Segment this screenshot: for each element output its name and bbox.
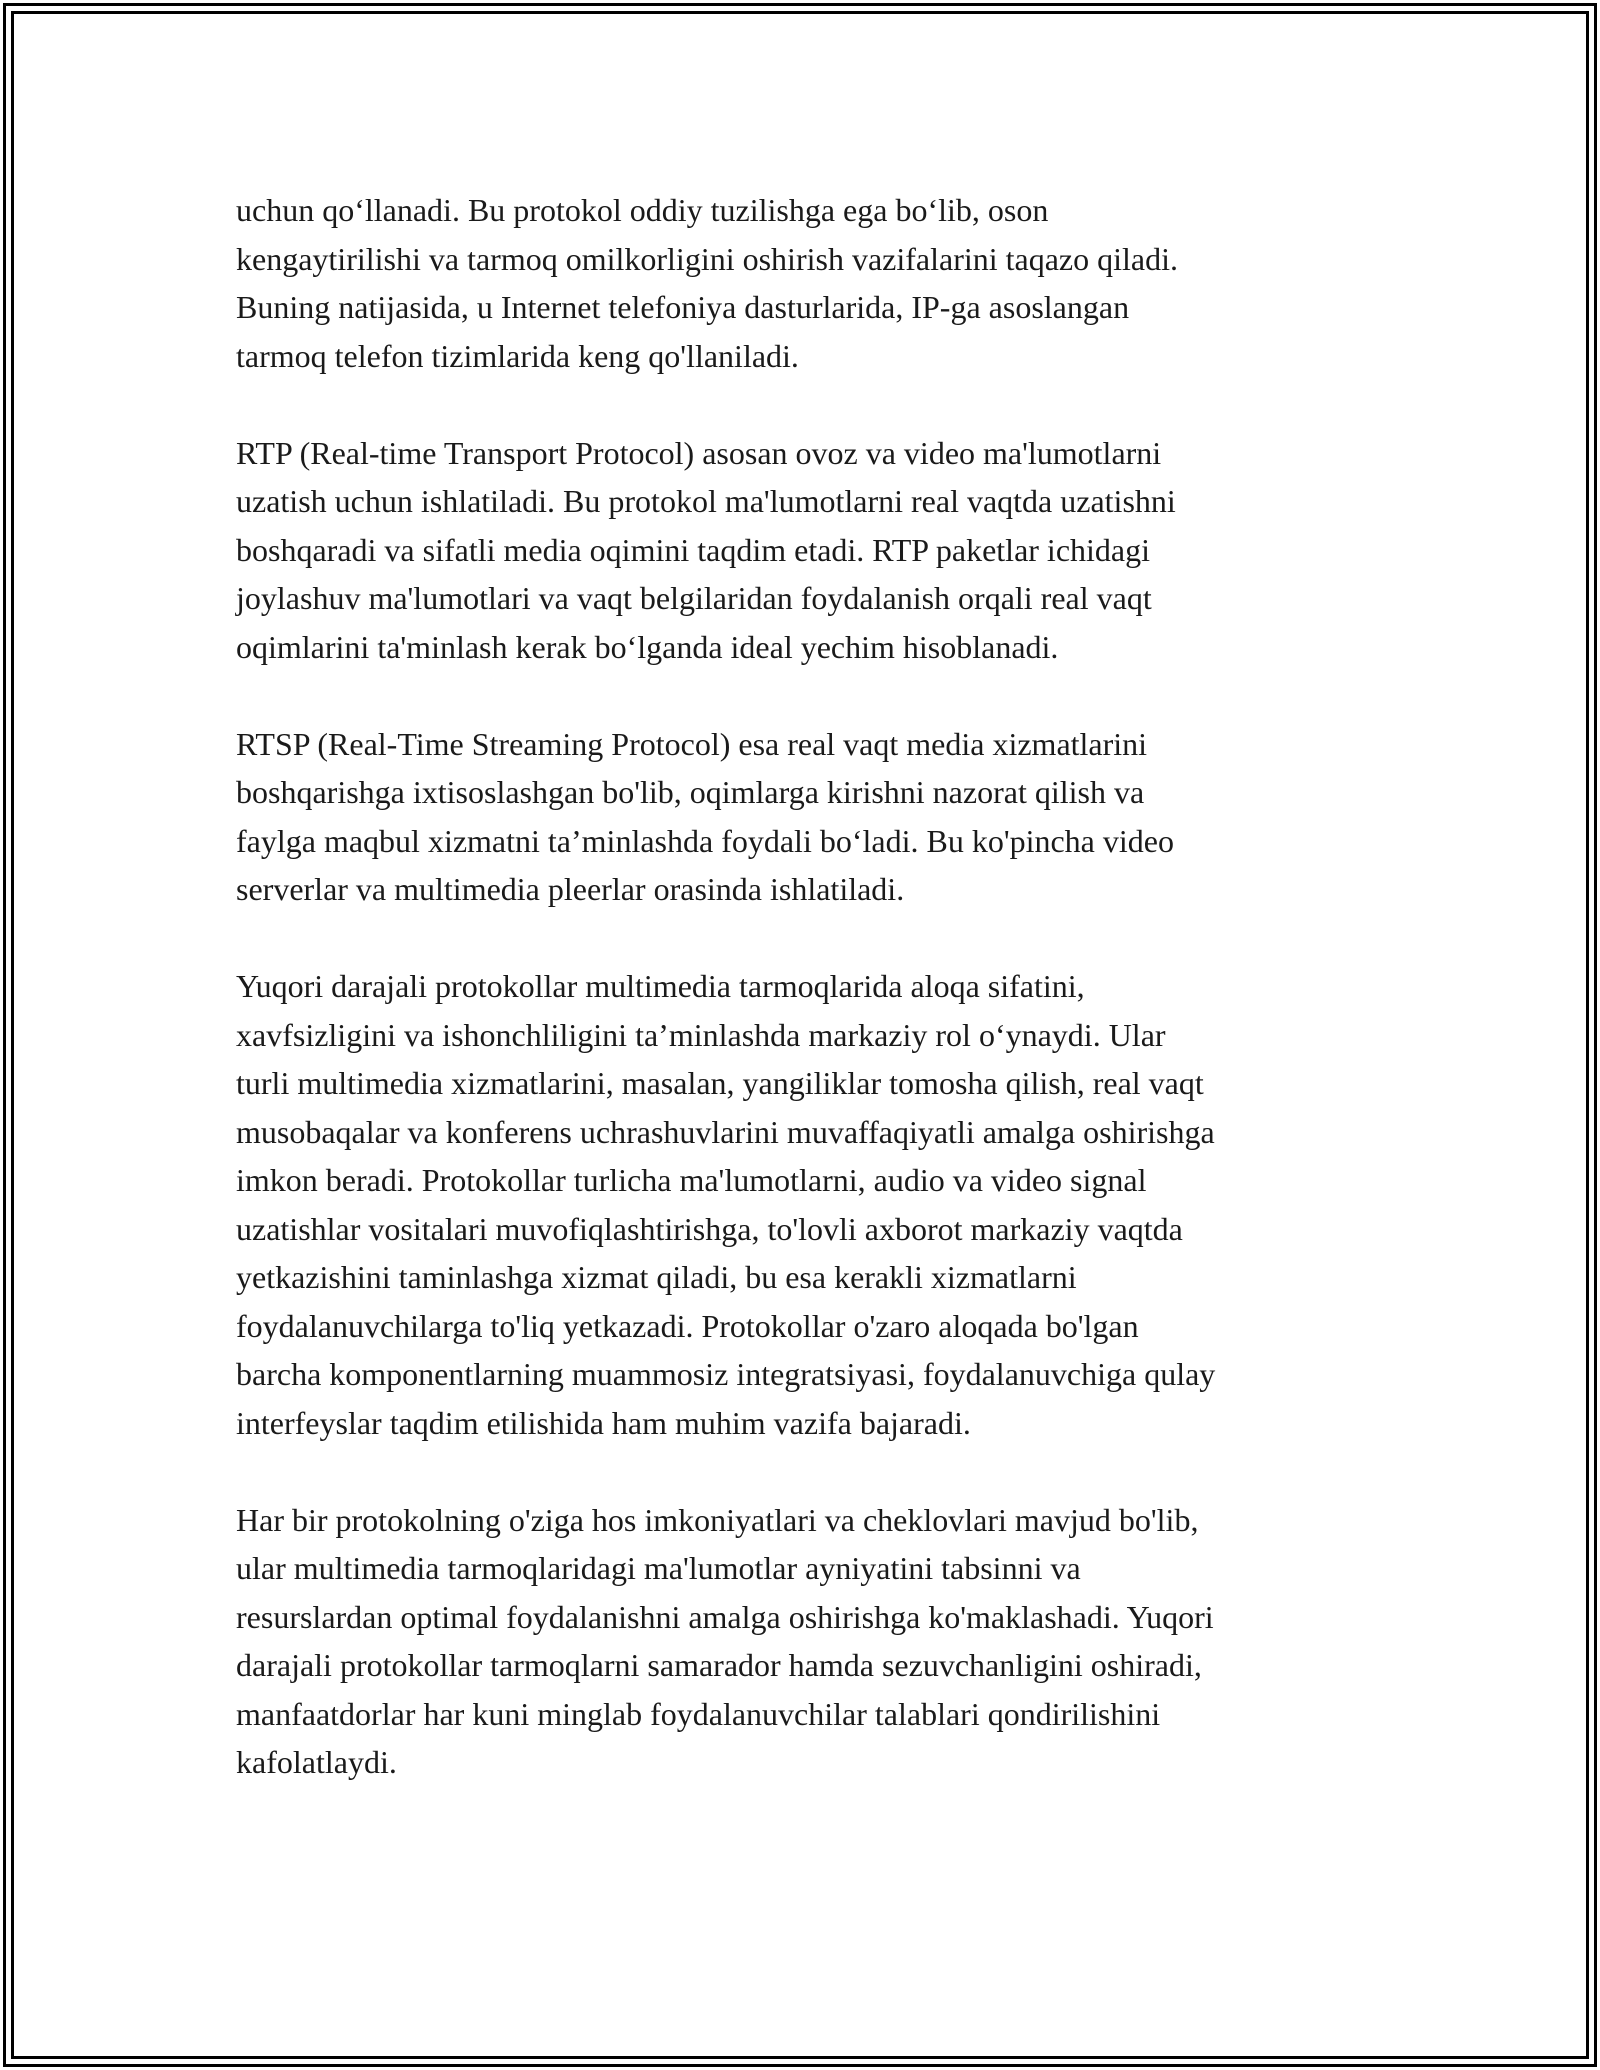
- text-line: resurslardan optimal foydalanishni amalga oshirishga ko'maklashadi. Yuqori: [236, 1598, 1214, 1635]
- text-line: imkon beradi. Protokollar turlicha ma'lumotlarni, audio va video signal: [236, 1162, 1147, 1198]
- paragraph-sip-usage: [236, 186, 1366, 380]
- text-line: serverlar va multimedia pleerlar orasinda ishlatiladi.: [236, 871, 905, 907]
- paragraph-protocol-features: [236, 1496, 1366, 1787]
- text-line: faylga maqbul xizmatni ta’minlashda foydali bo‘ladi. Bu ko'pincha video: [236, 822, 1174, 859]
- text-line: yetkazishini taminlashga xizmat qiladi, bu esa kerakli xizmatlarni: [236, 1259, 1077, 1295]
- text-line: ular multimedia tarmoqlaridagi ma'lumotlar ayniyatini tabsinni va: [236, 1550, 1081, 1586]
- text-line: xavfsizligini va ishonchliligini ta’minlashda markaziy rol o‘ynaydi. Ular: [236, 1016, 1166, 1053]
- text-line: uchun qo‘llanadi. Bu protokol oddiy tuzilishga ega bo‘lib, oson: [236, 192, 1049, 228]
- text-line: uzatishlar vositalari muvofiqlashtirishga, to'lovli axborot markaziy vaqtda: [236, 1210, 1183, 1247]
- text-line: RTP (Real-time Transport Protocol) asosan ovoz va video ma'lumotlarni: [236, 434, 1162, 471]
- text-line: Har bir protokolning o'ziga hos imkoniyatlari va cheklovlari mavjud bo'lib,: [236, 1501, 1199, 1538]
- text-line: manfaatdorlar har kuni minglab foydalanuvchilar talablari qondirilishini: [236, 1695, 1161, 1732]
- paragraph-rtsp: [236, 720, 1366, 914]
- text-line: oqimlarini ta'minlash kerak bo‘lganda ideal yechim hisoblanadi.: [236, 628, 1059, 665]
- text-line: Yuqori darajali protokollar multimedia tarmoqlarida aloqa sifatini,: [236, 968, 1085, 1004]
- text-line: joylashuv ma'lumotlari va vaqt belgilaridan foydalanish orqali real vaqt: [236, 580, 1152, 616]
- text-line: boshqaradi va sifatli media oqimini taqdim etadi. RTP paketlar ichidagi: [236, 531, 1150, 568]
- text-line: RTSP (Real-Time Streaming Protocol) esa real vaqt media xizmatlarini: [236, 725, 1148, 762]
- text-line: boshqarishga ixtisoslashgan bo'lib, oqimlarga kirishni nazorat qilish va: [236, 774, 1145, 810]
- text-line: Buning natijasida, u Internet telefoniya dasturlarida, IP-ga asoslangan: [236, 289, 1130, 325]
- text-line: uzatish uchun ishlatiladi. Bu protokol ma'lumotlarni real vaqtda uzatishni: [236, 483, 1176, 519]
- text-line: turli multimedia xizmatlarini, masalan, yangiliklar tomosha qilish, real vaqt: [236, 1065, 1204, 1101]
- text-line: kengaytirilishi va tarmoq omilkorligini oshirish vazifalarini taqazo qiladi.: [236, 240, 1178, 277]
- paragraph-rtp: [236, 429, 1366, 672]
- text-line: kafolatlaydi.: [236, 1744, 397, 1780]
- text-line: darajali protokollar tarmoqlarni samarador hamda sezuvchanligini oshiradi,: [236, 1647, 1202, 1683]
- text-line: barcha komponentlarning muammosiz integratsiyasi, foydalanuvchiga qulay: [236, 1356, 1216, 1392]
- text-line: interfeyslar taqdim etilishida ham muhim vazifa bajaradi.: [236, 1404, 971, 1441]
- text-line: tarmoq telefon tizimlarida keng qo'llaniladi.: [236, 337, 799, 374]
- document-body: [236, 186, 1366, 1835]
- text-line: musobaqalar va konferens uchrashuvlarini muvaffaqiyatli amalga oshirishga: [236, 1113, 1215, 1150]
- paragraph-high-level-protocols: [236, 962, 1366, 1447]
- text-line: foydalanuvchilarga to'liq yetkazadi. Protokollar o'zaro aloqada bo'lgan: [236, 1307, 1139, 1344]
